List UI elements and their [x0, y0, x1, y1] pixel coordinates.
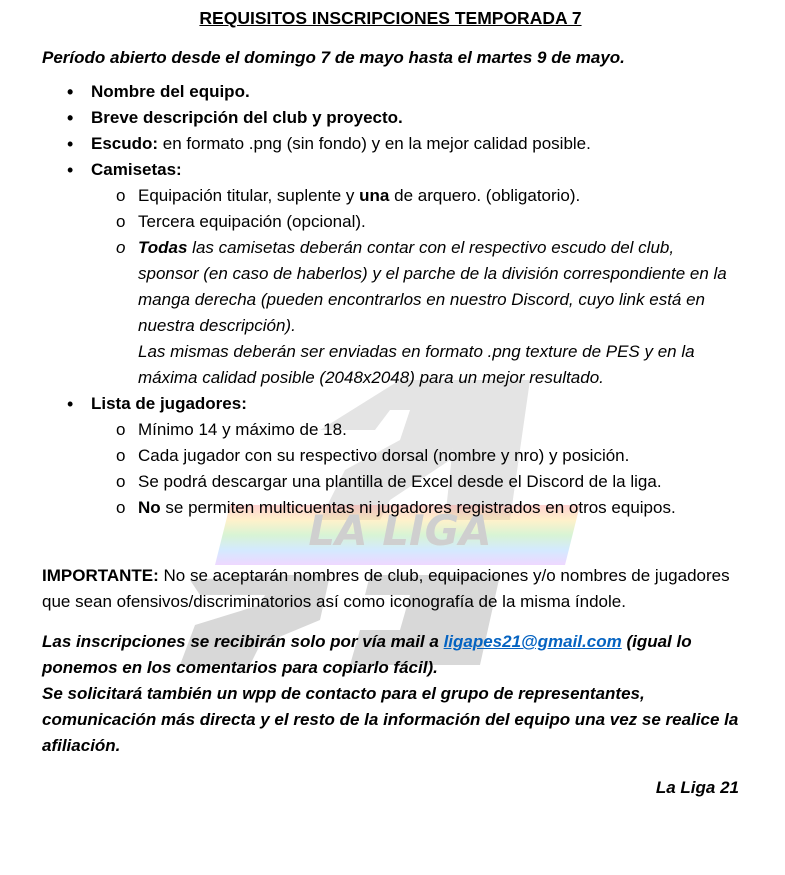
- player-item-text: Cada jugador con su respectivo dorsal (nombre y nro) y posición.: [138, 446, 630, 465]
- shirts-sublist: [91, 183, 739, 391]
- closing-notes: [42, 629, 739, 759]
- list-item: [91, 105, 739, 131]
- shirts-label: Camisetas:: [91, 160, 182, 179]
- list-item: [138, 469, 739, 495]
- players-label: Lista de jugadores:: [91, 394, 247, 413]
- list-item: [138, 209, 739, 235]
- players-sublist: [91, 417, 739, 521]
- shirt-item-text: las camisetas deberán contar con el respectivo escudo del club, sponsor (en caso de haberlos) y el parche de la división correspondiente en la manga derecha (pueden encontrarlos en nuestro Discord, cuyo link está en nuestra descripción).: [138, 238, 727, 335]
- list-item: [91, 157, 739, 391]
- signature: La Liga 21: [655, 778, 739, 797]
- email-instructions: [42, 629, 739, 681]
- crest-text: en formato .png (sin fondo) y en la mejor calidad posible.: [158, 134, 591, 153]
- closing-text: (igual lo ponemos en los comentarios para copiarlo fácil).: [42, 632, 692, 677]
- watermark-logo-text: LA LIGA: [308, 506, 492, 555]
- list-item: [138, 495, 739, 521]
- shirt-item-text: Las mismas deberán ser enviadas en formato .png texture de PES y en la máxima calidad posible (2048x2048) para un mejor resultado.: [138, 342, 695, 387]
- player-item-text: se permiten multicuentas ni jugadores registrados en otros equipos.: [160, 498, 676, 517]
- registration-period: Período abierto desde el domingo 7 de mayo hasta el martes 9 de mayo.: [42, 48, 625, 67]
- description-requirement: Breve descripción del club y proyecto.: [91, 108, 403, 127]
- shirt-item-text: Equipación titular, suplente y: [138, 186, 360, 205]
- email-link[interactable]: ligapes21@gmail.com: [443, 632, 622, 651]
- team-name-requirement: Nombre del equipo.: [91, 82, 250, 101]
- contact-instructions: Se solicitará también un wpp de contacto para el grupo de representantes, comunicación más directa y el resto de la información del equipo una vez se realice la afiliación.: [42, 684, 739, 755]
- list-item: [91, 391, 739, 521]
- requirements-list: [42, 79, 739, 521]
- list-item: [138, 235, 739, 391]
- crest-label: Escudo:: [91, 134, 159, 153]
- shirt-item-bold: una: [359, 186, 390, 205]
- player-item-text: Se podrá descargar una plantilla de Excel desde el Discord de la liga.: [138, 472, 662, 491]
- important-label: IMPORTANTE:: [42, 566, 159, 585]
- shirt-item-text: de arquero. (obligatorio).: [389, 186, 581, 205]
- shirt-item-text: Tercera equipación (opcional).: [138, 212, 366, 231]
- list-item: [138, 183, 739, 209]
- player-item-bold: No: [138, 498, 161, 517]
- shirt-item-bold: Todas: [138, 238, 188, 257]
- important-notice: [42, 563, 739, 615]
- player-item-text: Mínimo 14 y máximo de 18.: [138, 420, 347, 439]
- list-item: [138, 443, 739, 469]
- document-title: REQUISITOS INSCRIPCIONES TEMPORADA 7: [199, 8, 582, 28]
- list-item: [138, 417, 739, 443]
- closing-text: Las inscripciones se recibirán solo por vía mail a: [42, 632, 444, 651]
- list-item: [91, 131, 739, 157]
- list-item: [91, 79, 739, 105]
- important-text: No se aceptarán nombres de club, equipaciones y/o nombres de jugadores que sean ofensivos/discriminatorios así como iconografía de la misma índole.: [42, 566, 730, 611]
